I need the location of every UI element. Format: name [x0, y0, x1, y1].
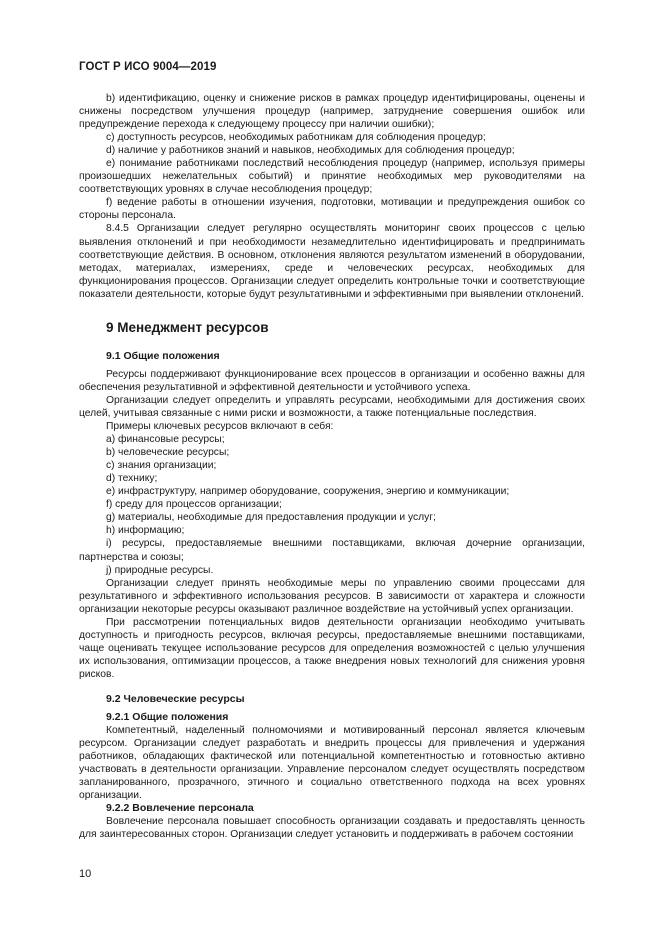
section-9-heading: 9 Менеджмент ресурсов	[106, 319, 269, 335]
clause-8-4-5: 8.4.5 Организации следует регулярно осуществлять мониторинг своих процессов с целью выявления отклонений и при необходимости незамедлительно идентифицировать и предпринимать соответствующие действия. В основном, отклонения являются результатом изменений в оборудовании, методах, материалах, измерениях, среде и человеческих ресурсах, необходимых для функционирования процессов. Организации следует определить контрольные точки и соответствующие показатели деятельности, которые будут результативными и эффективными при выявлении отклонений.	[79, 223, 585, 300]
paragraph: Ресурсы поддерживают функционирование всех процессов в организации и особенно важны для обеспечения результативной и эффективной деятельности и устойчивого успеха.	[79, 368, 585, 393]
list-item-f: f) ведение работы в отношении изучения, подготовки, мотивации и предупреждения ошибок со стороны персонала.	[79, 197, 585, 222]
section-9-1-heading: 9.1 Общие положения	[106, 349, 220, 362]
resource-list-item: d) технику;	[106, 473, 158, 485]
list-item-b: b) идентификацию, оценку и снижение рисков в рамках процедур идентифицированы, оценены и снижены посредством улучшения процедур (например, затруднение совершения ошибок или предупреждение перехода к следующему процессу при наличии ошибки);	[79, 93, 585, 131]
paragraph: Организации следует определить и управлять ресурсами, необходимыми для достижения своих целей, учитывая связанные с ними риски и возможности, а также потенциальные последствия.	[79, 394, 585, 419]
list-item-e: e) понимание работниками последствий несоблюдения процедур (например, используя примеры произошедших нежелательных событий) и принятие необходимых мер руководителями на соответствующих уровнях в случае несоблюдения процедур;	[79, 158, 585, 196]
resource-list-item: b) человеческие ресурсы;	[106, 447, 230, 459]
resource-list-item: j) природные ресурсы.	[106, 564, 214, 576]
resource-list-item: g) материалы, необходимые для предоставления продукции и услуг;	[106, 512, 436, 524]
list-item-d: d) наличие у работников знаний и навыков, необходимых для соблюдения процедур;	[106, 145, 515, 157]
resource-list-item: c) знания организации;	[106, 460, 217, 472]
page-number: 10	[79, 868, 92, 880]
paragraph: Вовлечение персонала повышает способность организации создавать и предоставлять ценность для заинтересованных сторон. Организации следует установить и поддерживать в рабочем состоянии	[79, 816, 585, 841]
paragraph: Организации следует принять необходимые меры по управлению своими процессами для результативного и эффективного использования ресурсов. В зависимости от характера и сложности организации некоторые ресурсы оказывают различное воздействие на устойчивый успех организации.	[79, 577, 585, 615]
list-item-c: c) доступность ресурсов, необходимых работникам для соблюдения процедур;	[106, 132, 486, 144]
resource-list-item: f) среду для процессов организации;	[106, 499, 282, 511]
section-9-2-heading: 9.2 Человеческие ресурсы	[106, 692, 245, 705]
section-9-2-1-heading: 9.2.1 Общие положения	[106, 711, 229, 724]
resource-list-item: a) финансовые ресурсы;	[106, 434, 225, 446]
document-body	[79, 92, 585, 841]
document-header: ГОСТ Р ИСО 9004—2019	[79, 61, 217, 73]
paragraph: Примеры ключевых ресурсов включают в себя:	[106, 421, 334, 433]
section-9-2-2-heading: 9.2.2 Вовлечение персонала	[106, 802, 254, 815]
resource-list-item: h) информацию;	[106, 525, 185, 537]
paragraph: Компетентный, наделенный полномочиями и мотивированный персонал является ключевым ресурсом. Организации следует разработать и внедрить процессы для привлечения и удержания работников, обладающих фактической или потенциальной компетентностью и готовностью активно участвовать в деятельности организации. Управление персоналом следует осуществлять посредством запланированного, прозрачного, этичного и социально ответственного подхода на всех уровнях организации.	[79, 725, 585, 802]
resource-list-item: i) ресурсы, предоставляемые внешними поставщиками, включая дочерние организации, партнерства и союзы;	[79, 538, 585, 563]
resource-list-item: e) инфраструктуру, например оборудование, сооружения, энергию и коммуникации;	[106, 486, 510, 498]
paragraph: При рассмотрении потенциальных видов деятельности организации необходимо учитывать доступность и пригодность ресурсов, включая ресурсы, предоставляемые внешними поставщиками, чаще оценивать текущее использование ресурсов для определения возможностей с целью улучшения их использования, оптимизации процессов, а также внедрения новых технологий для снижения уровня рисков.	[79, 616, 585, 680]
